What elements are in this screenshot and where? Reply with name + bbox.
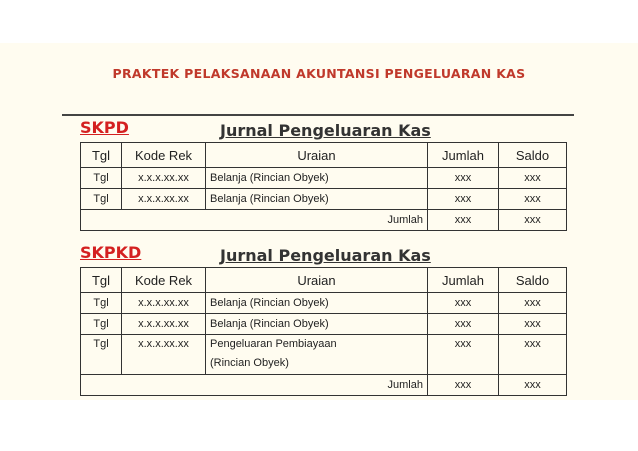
table-row bbox=[81, 189, 567, 210]
cell-tgl: Tgl bbox=[81, 293, 122, 314]
cell-uraian: Belanja (Rincian Obyek) bbox=[206, 293, 428, 314]
total-jumlah: xxx bbox=[428, 210, 499, 231]
total-label: Jumlah bbox=[81, 210, 428, 231]
cell-kode: x.x.x.xx.xx bbox=[122, 189, 206, 210]
cell-uraian: Belanja (Rincian Obyek) bbox=[206, 189, 428, 210]
header-uraian: Uraian bbox=[206, 143, 428, 168]
table-row bbox=[81, 293, 567, 314]
cell-tgl: Tgl bbox=[81, 335, 122, 375]
cell-uraian-line1: Pengeluaran Pembiayaan bbox=[210, 338, 337, 350]
total-saldo: xxx bbox=[499, 210, 567, 231]
total-row bbox=[81, 210, 567, 231]
table-header-row bbox=[81, 143, 567, 168]
cell-saldo: xxx bbox=[499, 189, 567, 210]
cell-jumlah: xxx bbox=[428, 335, 499, 375]
header-jumlah: Jumlah bbox=[428, 143, 499, 168]
cell-saldo: xxx bbox=[499, 293, 567, 314]
cell-saldo: xxx bbox=[499, 314, 567, 335]
header-saldo: Saldo bbox=[499, 143, 567, 168]
cell-uraian: Belanja (Rincian Obyek) bbox=[206, 314, 428, 335]
cell-jumlah: xxx bbox=[428, 293, 499, 314]
cell-tgl: Tgl bbox=[81, 189, 122, 210]
header-uraian: Uraian bbox=[206, 268, 428, 293]
cell-jumlah: xxx bbox=[428, 189, 499, 210]
cell-tgl: Tgl bbox=[81, 314, 122, 335]
cell-kode: x.x.x.xx.xx bbox=[122, 335, 206, 375]
header-kode-rek: Kode Rek bbox=[122, 143, 206, 168]
table-row bbox=[81, 335, 567, 375]
divider bbox=[62, 114, 574, 116]
skpkd-label: SKPKD bbox=[80, 243, 142, 262]
cell-kode: x.x.x.xx.xx bbox=[122, 168, 206, 189]
total-label: Jumlah bbox=[81, 375, 428, 396]
table-header-row bbox=[81, 268, 567, 293]
table-row bbox=[81, 314, 567, 335]
cell-kode: x.x.x.xx.xx bbox=[122, 293, 206, 314]
cell-uraian: Belanja (Rincian Obyek) bbox=[206, 168, 428, 189]
cell-uraian-line2: (Rincian Obyek) bbox=[210, 357, 289, 369]
header-tgl: Tgl bbox=[81, 143, 122, 168]
cell-tgl: Tgl bbox=[81, 168, 122, 189]
total-jumlah: xxx bbox=[428, 375, 499, 396]
skpd-label: SKPD bbox=[80, 118, 129, 137]
total-row bbox=[81, 375, 567, 396]
cell-saldo: xxx bbox=[499, 335, 567, 375]
table-row bbox=[81, 168, 567, 189]
header-jumlah: Jumlah bbox=[428, 268, 499, 293]
total-saldo: xxx bbox=[499, 375, 567, 396]
cell-uraian bbox=[206, 335, 428, 375]
skpd-journal-table bbox=[80, 142, 567, 231]
header-kode-rek: Kode Rek bbox=[122, 268, 206, 293]
cell-kode: x.x.x.xx.xx bbox=[122, 314, 206, 335]
cell-jumlah: xxx bbox=[428, 314, 499, 335]
skpkd-journal-title: Jurnal Pengeluaran Kas bbox=[220, 246, 431, 265]
skpkd-journal-table bbox=[80, 267, 567, 396]
page-title: PRAKTEK PELAKSANAAN AKUNTANSI PENGELUARAN KAS bbox=[112, 66, 526, 81]
skpd-journal-title: Jurnal Pengeluaran Kas bbox=[220, 121, 431, 140]
cell-jumlah: xxx bbox=[428, 168, 499, 189]
cell-saldo: xxx bbox=[499, 168, 567, 189]
header-saldo: Saldo bbox=[499, 268, 567, 293]
header-tgl: Tgl bbox=[81, 268, 122, 293]
